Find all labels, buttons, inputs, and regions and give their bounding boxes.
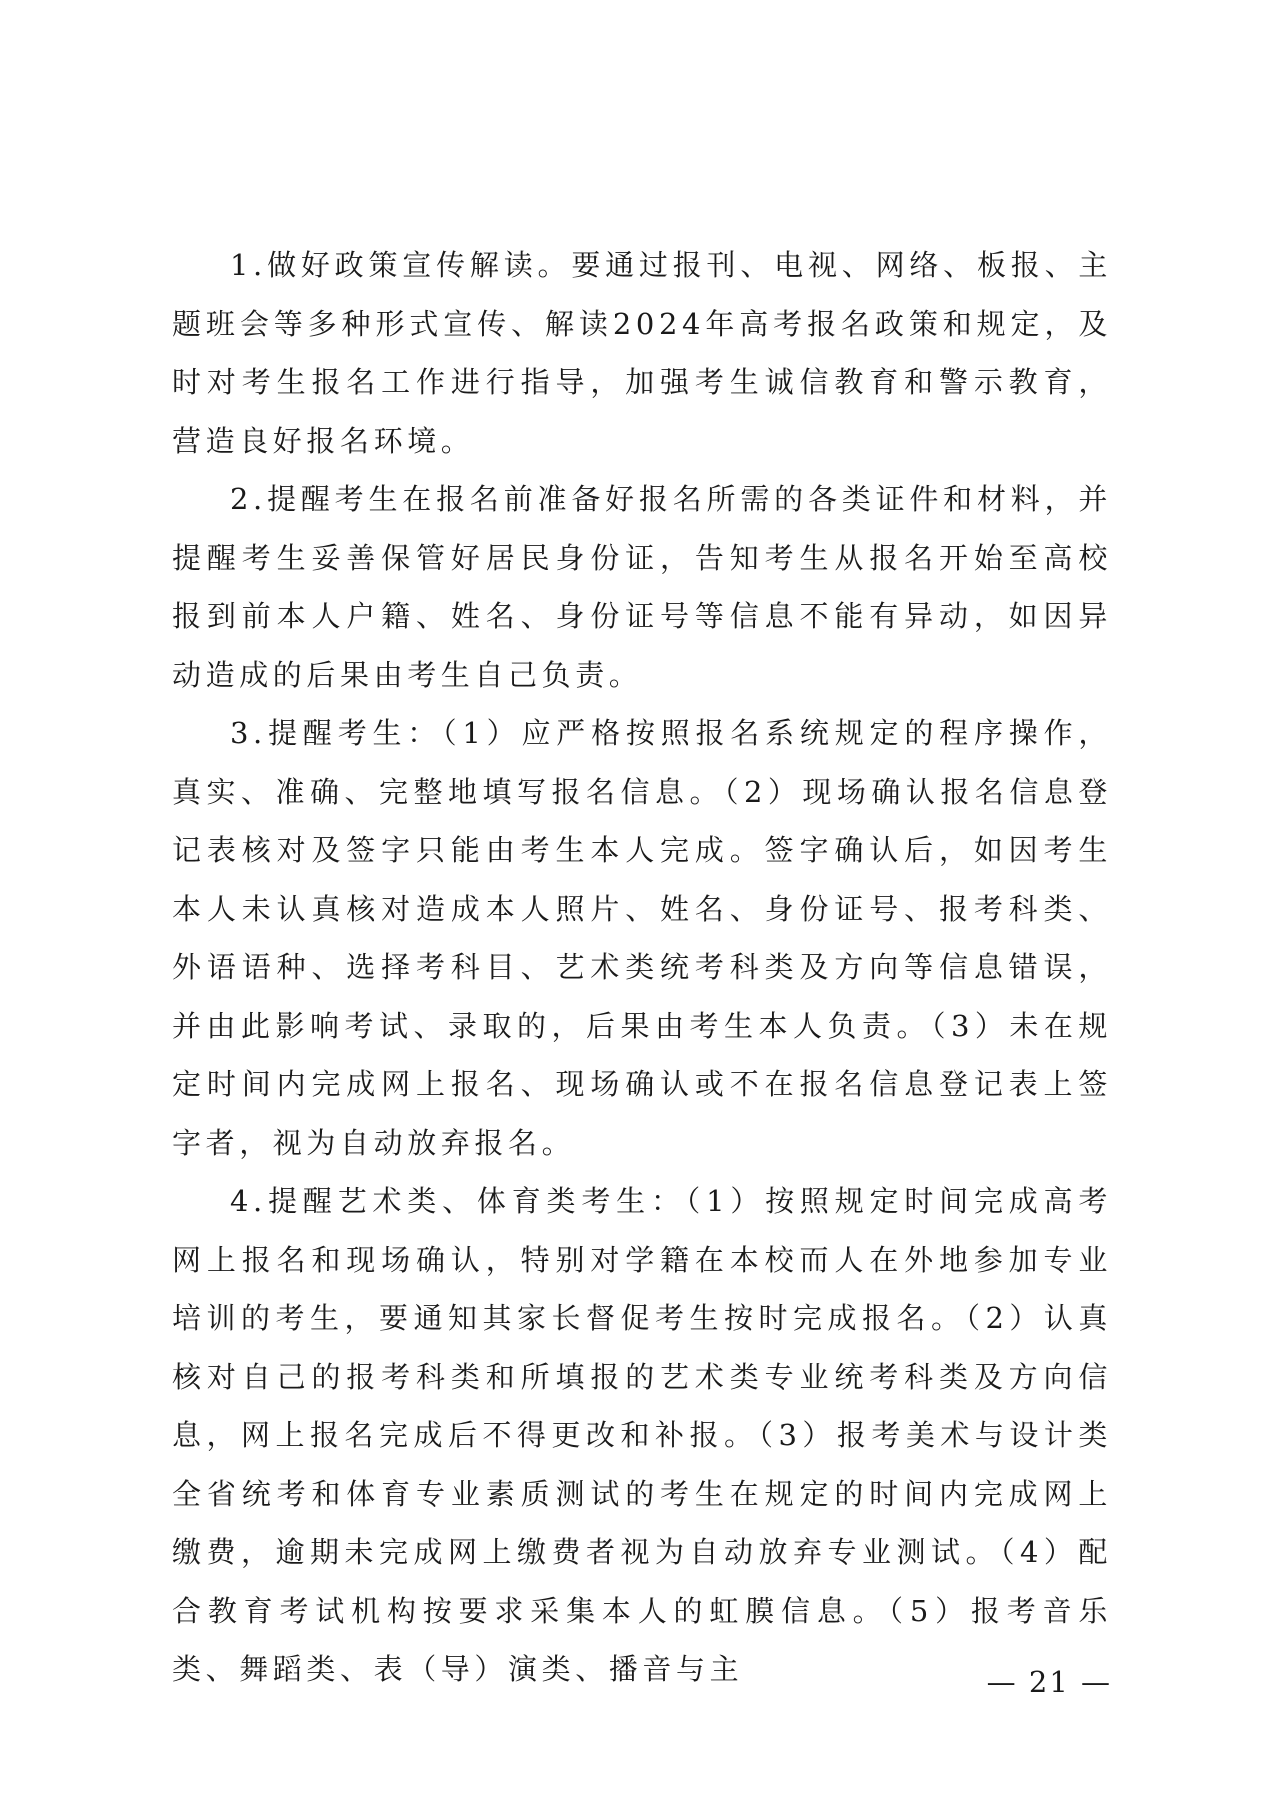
paragraph-4: 4.提醒艺术类、体育类考生：（1）按照规定时间完成高考网上报名和现场确认，特别对学籍在本校而人在外地参加专业培训的考生，要通知其家长督促考生按时完成报名。（2）认真核对自己的报考科类和所填报的艺术类专业统考科类及方向信息，网上报名完成后不得更改和补报。（3）报考美术与设计类全省统考和体育专业素质测试的考生在规定的时间内完成网上缴费，逾期未完成网上缴费者视为自动放弃专业测试。（4）配合教育考试机构按要求采集本人的虹膜信息。（5）报考音乐类、舞蹈类、表（导）演类、播音与主 bbox=[172, 1184, 1112, 1686]
paragraph-2: 2.提醒考生在报名前准备好报名所需的各类证件和材料，并提醒考生妥善保管好居民身份证，告知考生从报名开始至高校报到前本人户籍、姓名、身份证号等信息不能有异动，如因异动造成的后果由考生自己负责。 bbox=[172, 482, 1112, 692]
paragraph-3: 3.提醒考生：（1）应严格按照报名系统规定的程序操作，真实、准确、完整地填写报名信息。（2）现场确认报名信息登记表核对及签字只能由考生本人完成。签字确认后，如因考生本人未认真核对造成本人照片、姓名、身份证号、报考科类、外语语种、选择考科目、艺术类统考科类及方向等信息错误，并由此影响考试、录取的，后果由考生本人负责。（3）未在规定时间内完成网上报名、现场确认或不在报名信息登记表上签字者，视为自动放弃报名。 bbox=[172, 716, 1112, 1160]
document-body bbox=[172, 236, 1112, 1699]
paragraph-1: 1.做好政策宣传解读。要通过报刊、电视、网络、板报、主题班会等多种形式宣传、解读2024年高考报名政策和规定，及时对考生报名工作进行指导，加强考生诚信教育和警示教育，营造良好报名环境。 bbox=[172, 248, 1112, 458]
page-number: — 21 — bbox=[986, 1665, 1112, 1699]
